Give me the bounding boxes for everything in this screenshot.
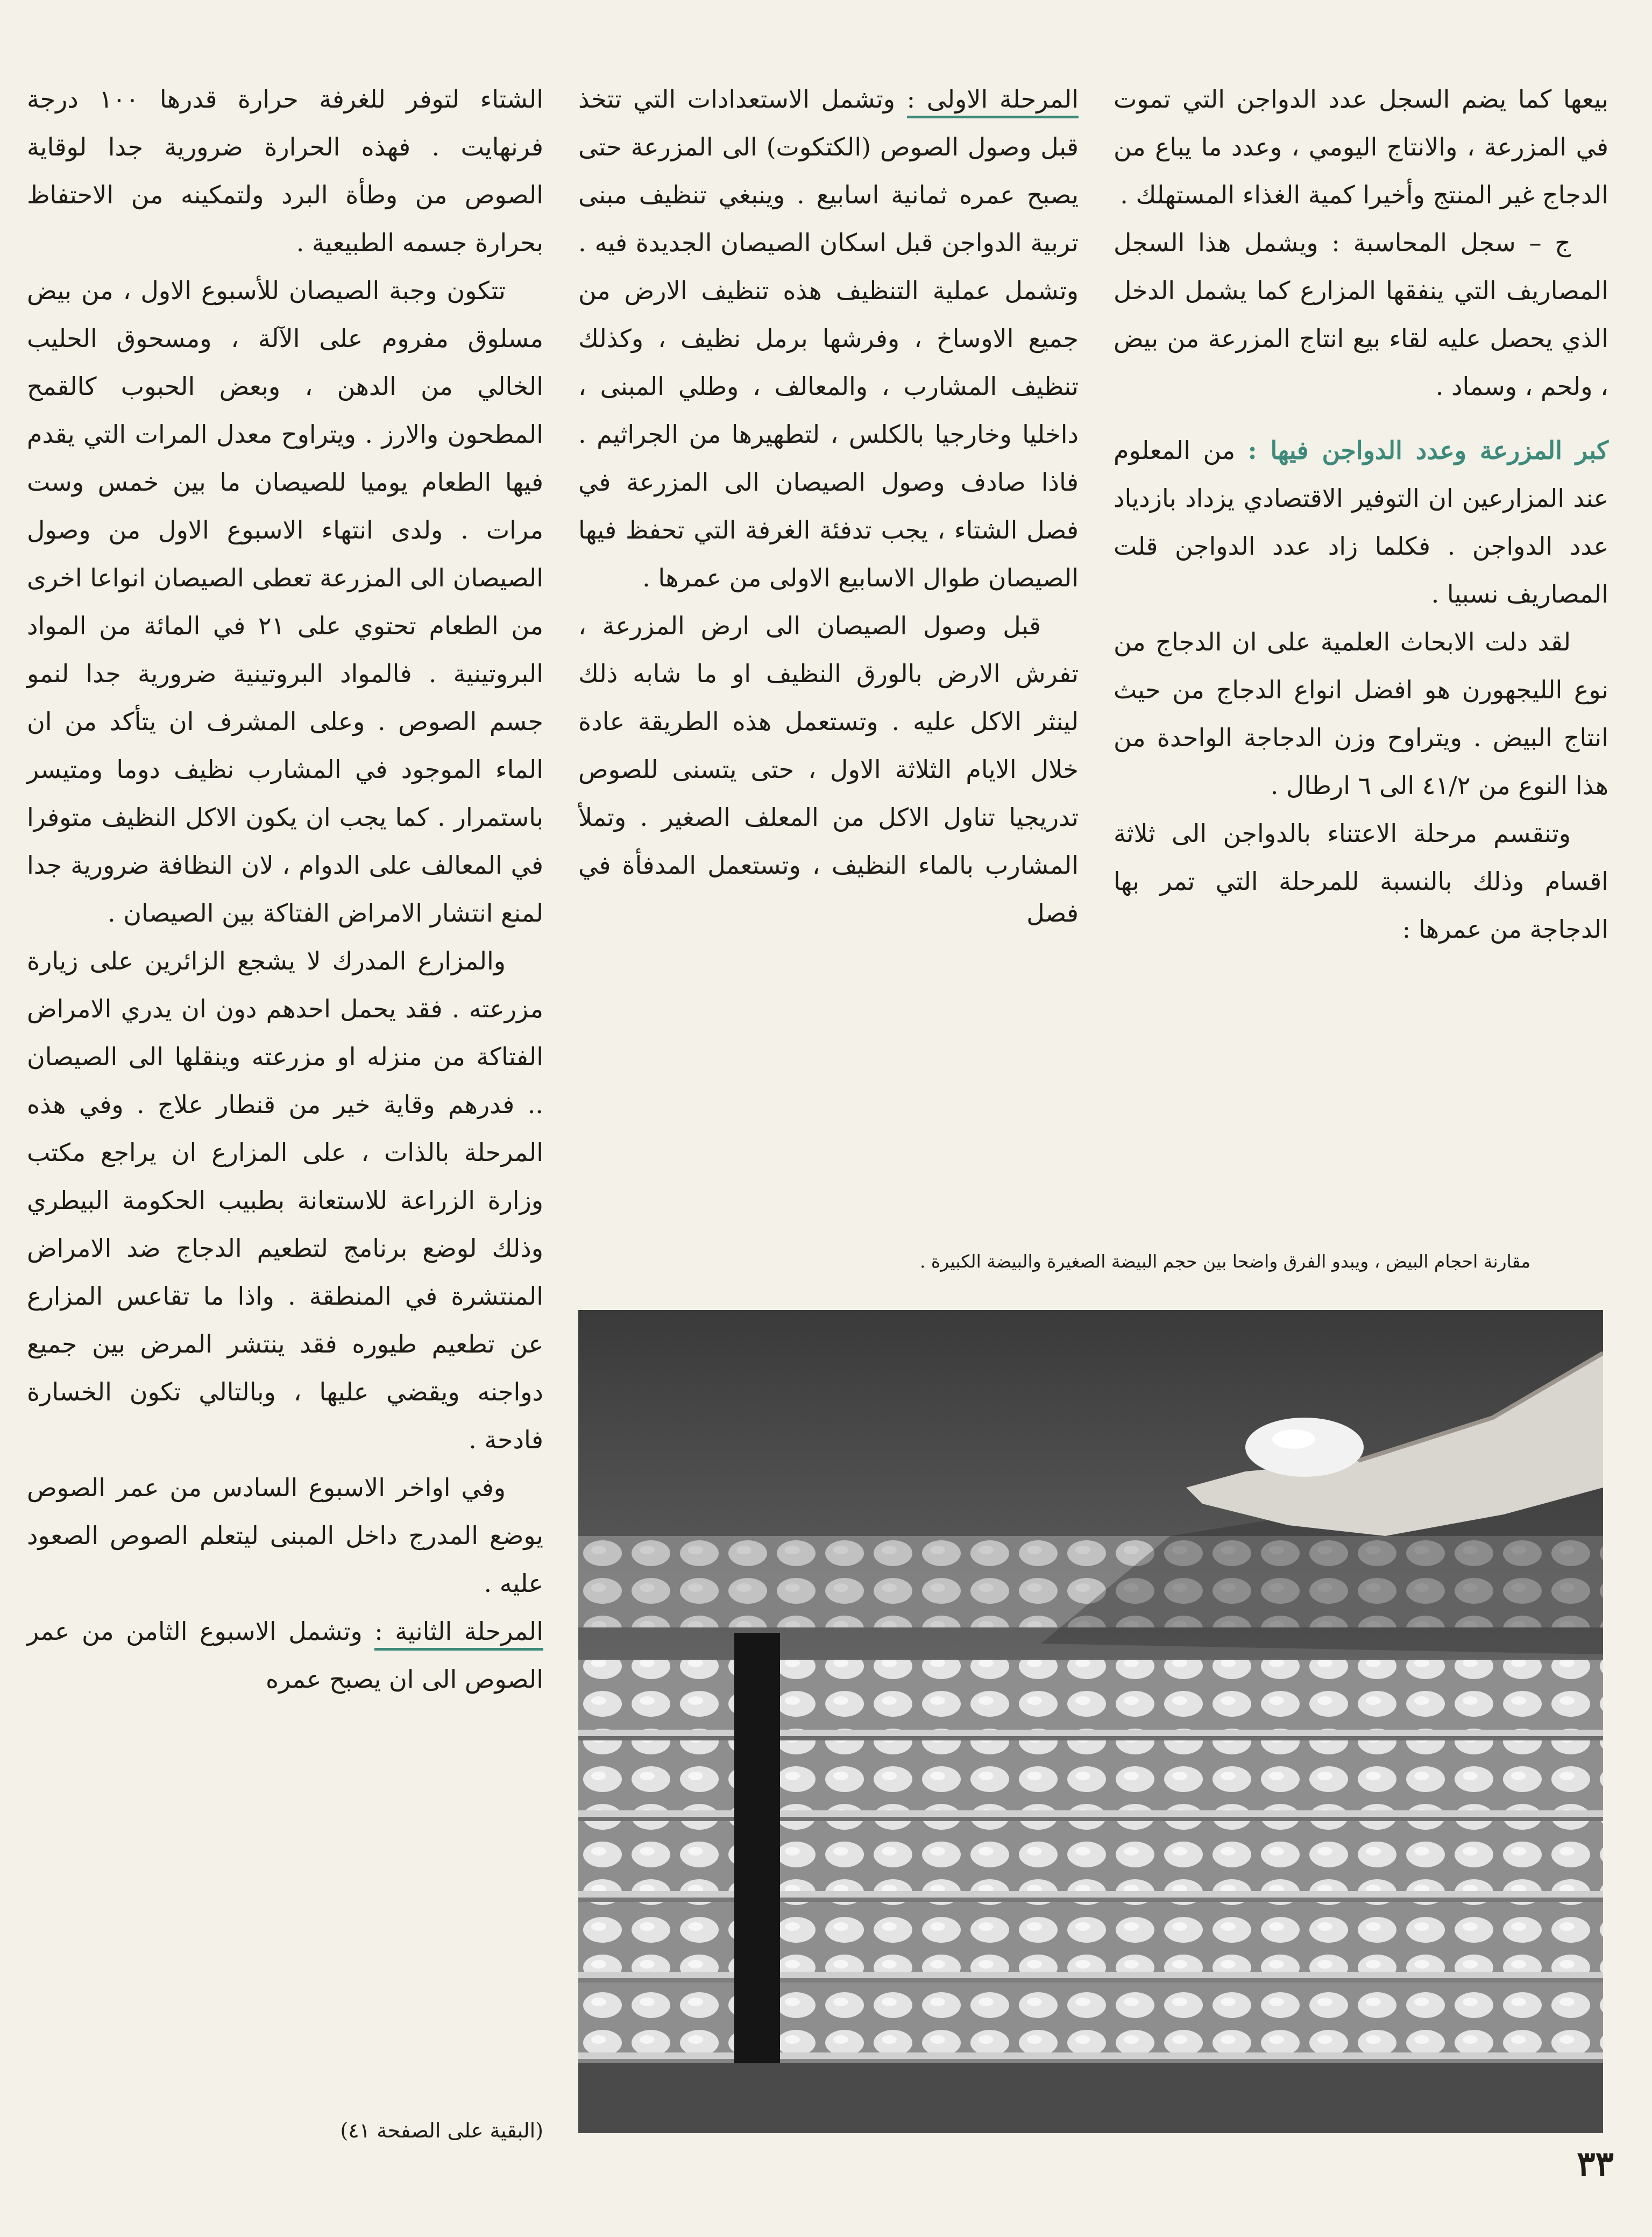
paragraph-text: من المعلوم عند المزارعين ان التوفير الاقتصادي يزداد بازدياد عدد الدواجن . فكلما زاد عدد الدواجن قلت المصاريف نسبيا . [1114,436,1608,608]
section-heading: المرحلة الثانية : [374,1617,543,1651]
paragraph-text: تتكون وجبة الصيصان للأسبوع الاول ، من بيض مسلوق مفروم على الآلة ، ومسحوق الحليب الخالي من الدهن ، وبعض الحبوب كالقمح المطحون والارز . ويتراوح معدل المرات التي يقدم فيها الطعام يوميا للصيصان ما بين خمس وست مرات . ولدى انتهاء الاسبوع الاول من وصول الصيصان الى المزرعة تعطى الصيصان انواعا اخرى من الطعام تحتوي على ٢١ في المائة من المواد البروتينية . فالمواد البروتينية ضرورية جدا لنمو جسم الصوص . وعلى المشرف ان يتأكد من ان الماء الموجود في المشارب نظيف دوما ومتيسر باستمرار . كما يجب ان يكون الاكل النظيف متوفرا في المعالف على الدوام ، لان النظافة ضرورية جدا لمنع انتشار الامراض الفتاكة بين الصيصان . [27,276,543,928]
page-number: ٣٣ [1577,2144,1614,2184]
paragraph [1114,810,1608,953]
paragraph-text: لقد دلت الابحاث العلمية على ان الدجاج من نوع الليجهورن هو افضل انواع الدجاج من حيث انتاج البيض . ويتراوح وزن الدجاجة الواحدة من هذا النوع من ٤١/٢ الى ٦ ارطال . [1114,627,1608,800]
paragraph [1114,219,1608,410]
paragraph-text: وتنقسم مرحلة الاعتناء بالدواجن الى ثلاثة اقسام وذلك بالنسبة للمرحلة التي تمر بها الدجاجة من عمرها : [1114,819,1608,944]
egg-trays-photo [578,1310,1603,2133]
paragraph-text: وفي اواخر الاسبوع السادس من عمر الصوص يوضع المدرج داخل المبنى ليتعلم الصوص الصعود عليه . [27,1473,543,1598]
paragraph [578,75,1079,602]
egg-trays-illustration [578,1310,1603,2133]
photo-caption: مقارنة احجام البيض ، ويبدو الفرق واضحا بين حجم البيضة الصغيرة والبيضة الكبيرة . [919,1251,1530,1272]
paragraph [1114,427,1608,618]
text-column-left [27,75,543,1703]
paragraph [27,937,543,1464]
paragraph [27,1608,543,1703]
paragraph [27,267,543,937]
paragraph-text: والمزارع المدرك لا يشجع الزائرين على زيارة مزرعته . فقد يحمل احدهم دون ان يدري الامراض الفتاكة من منزله او مزرعته وينقلها الى الصيصان .. فدرهم وقاية خير من قنطار علاج . وفي هذه المرحلة بالذات ، على المزارع ان يراجع مكتب وزارة الزراعة للاستعانة بطبيب الحكومة البيطري وذلك لوضع برنامج لتطعيم الدجاج ضد الامراض المنتشرة في المنطقة . واذا ما تقاعس المزارع عن تطعيم طيوره فقد ينتشر المرض بين جميع دواجنه ويقضي عليها ، وبالتالي تكون الخسارة فادحة . [27,946,543,1454]
paragraph [27,1464,543,1608]
tray-stack [578,1660,1603,2059]
continued-note: (البقية على الصفحة ٤١) [340,2119,543,2142]
paragraph [1114,618,1608,810]
paragraph-text: وتشمل الاستعدادات التي تتخذ قبل وصول الصوص (الكتكوت) الى المزرعة حتى يصبح عمره ثمانية اسابيع . وينبغي تنظيف مبنى تربية الدواجن قبل اسكان الصيصان الجديدة فيه . وتشمل عملية التنظيف هذه تنظيف الارض من جميع الاوساخ ، وفرشها برمل نظيف ، وكذلك تنظيف المشارب ، والمعالف ، وطلي المبنى ، داخليا وخارجيا بالكلس ، لتطهيرها من الجراثيم . فاذا صادف وصول الصيصان الى المزرعة في فصل الشتاء ، يجب تدفئة الغرفة التي تحفظ فيها الصيصان طوال الاسابيع الاولى من عمرها . [578,84,1079,592]
text-column-middle [578,75,1079,937]
paragraph: الشتاء لتوفر للغرفة حرارة قدرها ١٠٠ درجة فرنهايت . فهذه الحرارة ضرورية جدا لوقاية الصوص من وطأة البرد ولتمكينه من الاحتفاظ بحرارة جسمه الطبيعية . [27,84,544,257]
paragraph: بيعها كما يضم السجل عدد الدواجن التي تموت في المزرعة ، والانتاج اليومي ، وعدد ما يباع من الدجاج غير المنتج وأخيرا كمية الغذاء المستهلك . [1114,84,1608,209]
section-heading: المرحلة الاولى : [907,84,1079,118]
paragraph [578,602,1079,937]
paragraph-text: ج – سجل المحاسبة : ويشمل هذا السجل المصاريف التي ينفقها المزارع كما يشمل الدخل الذي يحصل عليه لقاء بيع انتاج المزرعة من بيض ، ولحم ، وسماد . [1114,228,1608,401]
section-heading: كبر المزرعة وعدد الدواجن فيها : [1247,436,1609,465]
paragraph-text: وتشمل الاسبوع الثامن من عمر الصوص الى ان يصبح عمره [27,1617,543,1694]
paragraph-text: قبل وصول الصيصان الى ارض المزرعة ، تفرش الارض بالورق النظيف او ما شابه ذلك لينثر الاكل عليه . وتستعمل هذه الطريقة عادة خلال الايام الثلاثة الاول ، حتى يتسنى للصوص تدريجيا تناول الاكل من المعلف الصغير . وتملأ المشارب بالماء النظيف ، وتستعمل المدفأة في فصل [578,611,1079,928]
text-column-right [1114,75,1608,953]
